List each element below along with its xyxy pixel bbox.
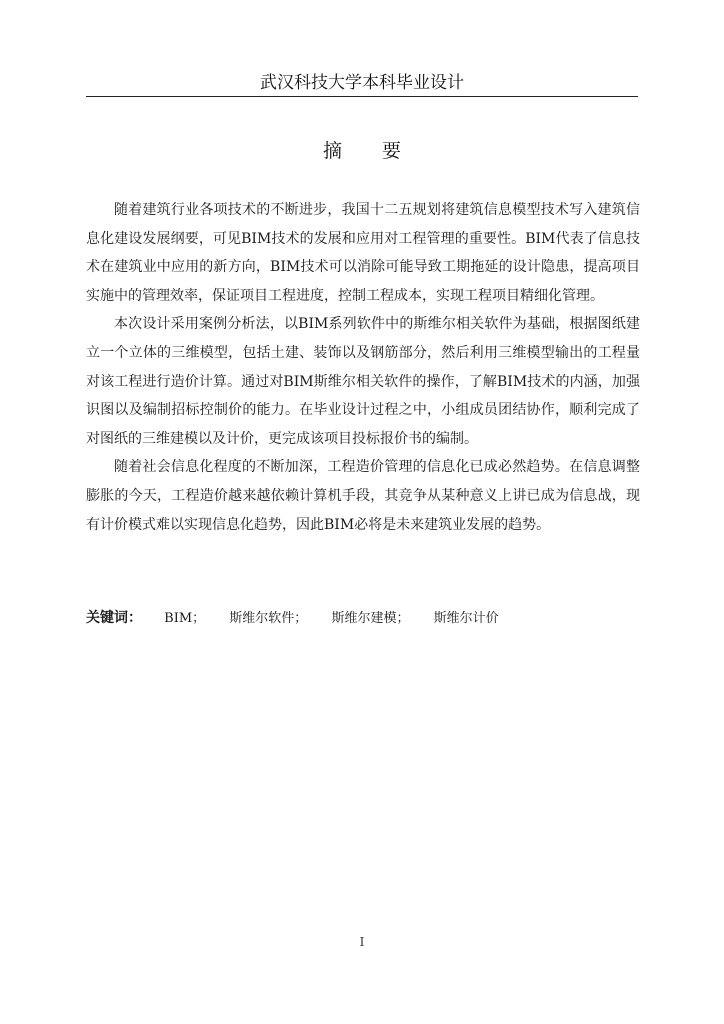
keyword-item: 斯维尔计价 [433, 611, 499, 626]
keywords-label: 关键词： [86, 610, 142, 626]
abstract-body [86, 196, 640, 539]
page-number: I [359, 935, 365, 949]
keyword-item: 斯维尔建模； [331, 611, 410, 626]
abstract-paragraph-3: 随着社会信息化程度的不断加深，工程造价管理的信息化已成必然趋势。在信息调整膨胀的今天，工程造价越来越依赖计算机手段，其竞争从某种意义上讲已成为信息战，现有计价模式难以实现信息化趋势，因此BIM必将是未来建筑业发展的趋势。 [86, 459, 640, 533]
page-header-title: 武汉科技大学本科毕业设计 [260, 73, 464, 93]
header-divider [86, 96, 638, 97]
abstract-paragraph-1: 随着建筑行业各项技术的不断进步，我国十二五规划将建筑信息模型技术写入建筑信息化建设发展纲要，可见BIM技术的发展和应用对工程管理的重要性。BIM代表了信息技术在建筑业中应用的新方向，BIM技术可以消除可能导致工期拖延的设计隐患，提高项目实施中的管理效率，保证项目工程进度，控制工程成本，实现工程项目精细化管理。 [86, 202, 640, 304]
abstract-heading: 摘要 [322, 140, 441, 162]
keyword-item: 斯维尔软件； [229, 611, 308, 626]
keywords-line [86, 608, 640, 629]
abstract-paragraph-2: 本次设计采用案例分析法，以BIM系列软件中的斯维尔相关软件为基础，根据图纸建立一个立体的三维模型，包括土建、装饰以及钢筋部分，然后利用三维模型输出的工程量对该工程进行造价计算。通过对BIM斯维尔相关软件的操作，了解BIM技术的内涵，加强识图以及编制招标控制价的能力。在毕业设计过程之中，小组成员团结协作，顺利完成了对图纸的三维建模以及计价，更完成该项目投标报价书的编制。 [86, 316, 640, 447]
keyword-item: BIM； [164, 611, 206, 626]
